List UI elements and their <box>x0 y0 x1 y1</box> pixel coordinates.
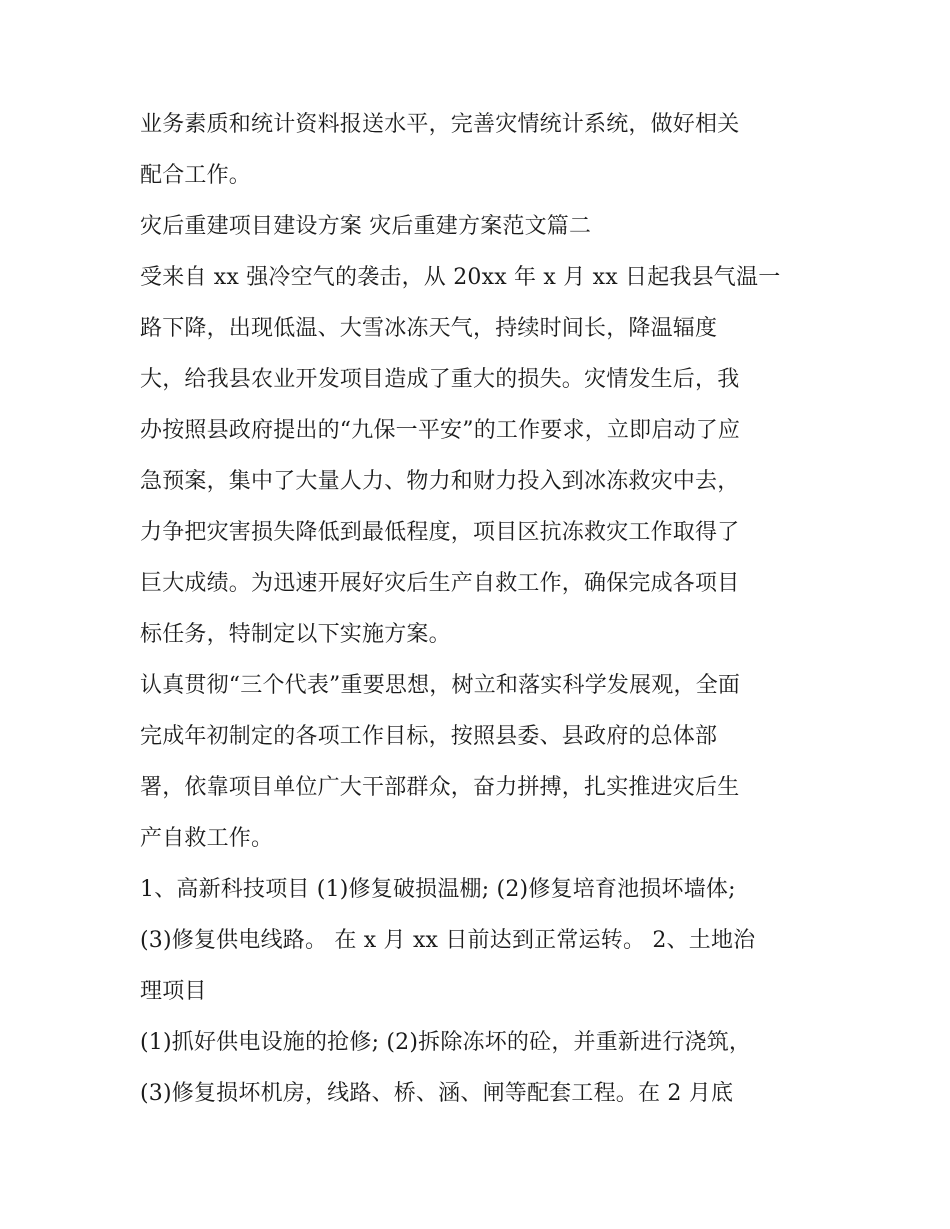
text-line: 办按照县政府提出的“九保一平安”的工作要求，立即启动了应 <box>140 418 741 443</box>
text-line: 产自救工作。 <box>140 826 274 851</box>
document-body <box>140 99 820 1119</box>
text-line: 配合工作。 <box>140 163 252 188</box>
section-heading: 灾后重建项目建设方案 灾后重建方案范文篇二 <box>140 214 592 239</box>
text-line: 1、高新科技项目 (1)修复破损温棚; (2)修复培育池损坏墙体; <box>140 877 736 902</box>
text-line: 急预案，集中了大量人力、物力和财力投入到冰冻救灾中去， <box>140 469 740 494</box>
text-line: (3)修复损坏机房，线路、桥、涵、闸等配套工程。在 2 月底 <box>140 1081 734 1106</box>
text-line: 大，给我县农业开发项目造成了重大的损失。灾情发生后，我 <box>140 367 740 392</box>
text-line: 标任务，特制定以下实施方案。 <box>140 622 451 647</box>
text-line: 力争把灾害损失降低到最低程度，项目区抗冻救灾工作取得了 <box>140 520 740 545</box>
text-line: 业务素质和统计资料报送水平，完善灾情统计系统，做好相关 <box>140 112 740 137</box>
text-line: 署，依靠项目单位广大干部群众，奋力拼搏，扎实推进灾后生 <box>140 775 740 800</box>
text-line: 认真贯彻“三个代表”重要思想，树立和落实科学发展观，全面 <box>140 673 741 698</box>
text-line: 完成年初制定的各项工作目标，按照县委、县政府的总体部 <box>140 724 718 749</box>
text-line: (3)修复供电线路。 在 x 月 xx 日前达到正常运转。 2、土地治 <box>140 928 756 953</box>
text-line: 路下降，出现低温、大雪冰冻天气，持续时间长，降温辐度 <box>140 316 718 341</box>
text-line: 受来自 xx 强冷空气的袭击，从 20xx 年 x 月 xx 日起我县气温一 <box>140 265 781 290</box>
text-line: (1)抓好供电设施的抢修; (2)拆除冻坏的砼，并重新进行浇筑， <box>140 1030 752 1055</box>
text-line: 理项目 <box>140 979 207 1004</box>
text-line: 巨大成绩。为迅速开展好灾后生产自救工作，确保完成各项目 <box>140 571 740 596</box>
